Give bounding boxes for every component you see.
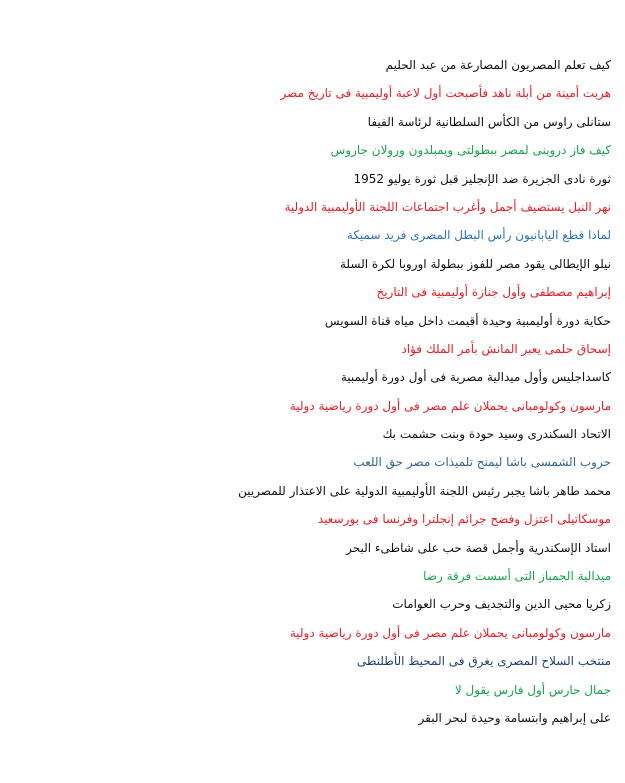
chapter-line-21: مارسون وكولومبانى يحملان علم مصر فى أول دورة رياضية دولية [289,625,611,640]
chapter-line-14: الاتحاد السكندرى وسيد حودة وبنت حشمت بك [382,427,611,442]
chapter-line-9: إبراهيم مصطفى وأول جنازة أوليمبية فى التاريخ [376,285,611,300]
chapter-line-6: نهر النيل يستضيف أجمل وأغرب اجتماعات اللجنة الأوليمبية الدولية [284,199,611,214]
chapter-line-1: كيف تعلم المصريون المصارعة من عبد الحليم [385,58,611,72]
chapter-line-18: استاد الإسكندرية وأجمل قصة حب على شاطىء البحر [346,540,611,555]
chapter-line-5: ثورة نادى الجزيرة ضد الإنجليز قبل ثورة يوليو 1952 [353,171,611,186]
chapter-line-19: ميدالية الجمباز التى أسست فرقة رضا [423,569,611,584]
chapter-line-4: كيف فاز دروبنى لمصر ببطولتى ويمبلدون ورولان جاروس [330,143,611,158]
chapter-line-13: مارسون وكولومبانى يحملان علم مصر فى أول دورة رياضية دولية [289,398,611,413]
chapter-line-10: حكاية دورة أوليمبية وحيدة أقيمت داخل مياه قناة السويس [324,313,611,328]
chapter-line-11: إسحاق حلمى يعبر المانش بأمر الملك فؤاد [401,341,611,356]
chapter-line-12: كاسداجليس وأول ميدالية مصرية فى أول دورة أوليمبية [340,370,611,385]
chapter-line-2: هربت أمينة من أبلة ناهد فأصبحت أول لاعبة أوليمبية فى تاريخ مصر [280,86,611,101]
chapter-list [0,51,625,732]
chapter-line-23: جمال حارس أول فارس يقول لا [454,682,611,697]
chapter-line-15: حروب الشمسى باشا ليمنح تلميذات مصر حق اللعب [353,455,611,470]
chapter-line-17: موسكاتيلى اعتزل وفضح جرائم إنجلترا وفرنسا فى بورسعيد [317,512,611,527]
chapter-line-20: زكريا محيى الدين والتجديف وحرب العوامات [392,597,611,612]
chapter-line-24: على إبراهيم وابتسامة وحيدة لبحر البقر [418,710,611,725]
chapter-line-16: محمد طاهر باشا يجبر رئيس اللجنة الأوليمبية الدولية على الاعتذار للمصريين [238,483,611,498]
chapter-line-8: نيلو الإيطالى يقود مصر للفوز ببطولة اوروبا لكرة السلة [340,256,611,271]
chapter-line-7: لماذا قطع اليابانيون رأس البطل المصرى فريد سميكة [346,228,611,243]
chapter-line-3: ستانلى راوس من الكأس السلطانية لرئاسة الفيفا [367,114,611,129]
chapter-line-22: منتخب السلاح المصرى يغرق فى المحيط الأطلنطى [356,654,611,669]
